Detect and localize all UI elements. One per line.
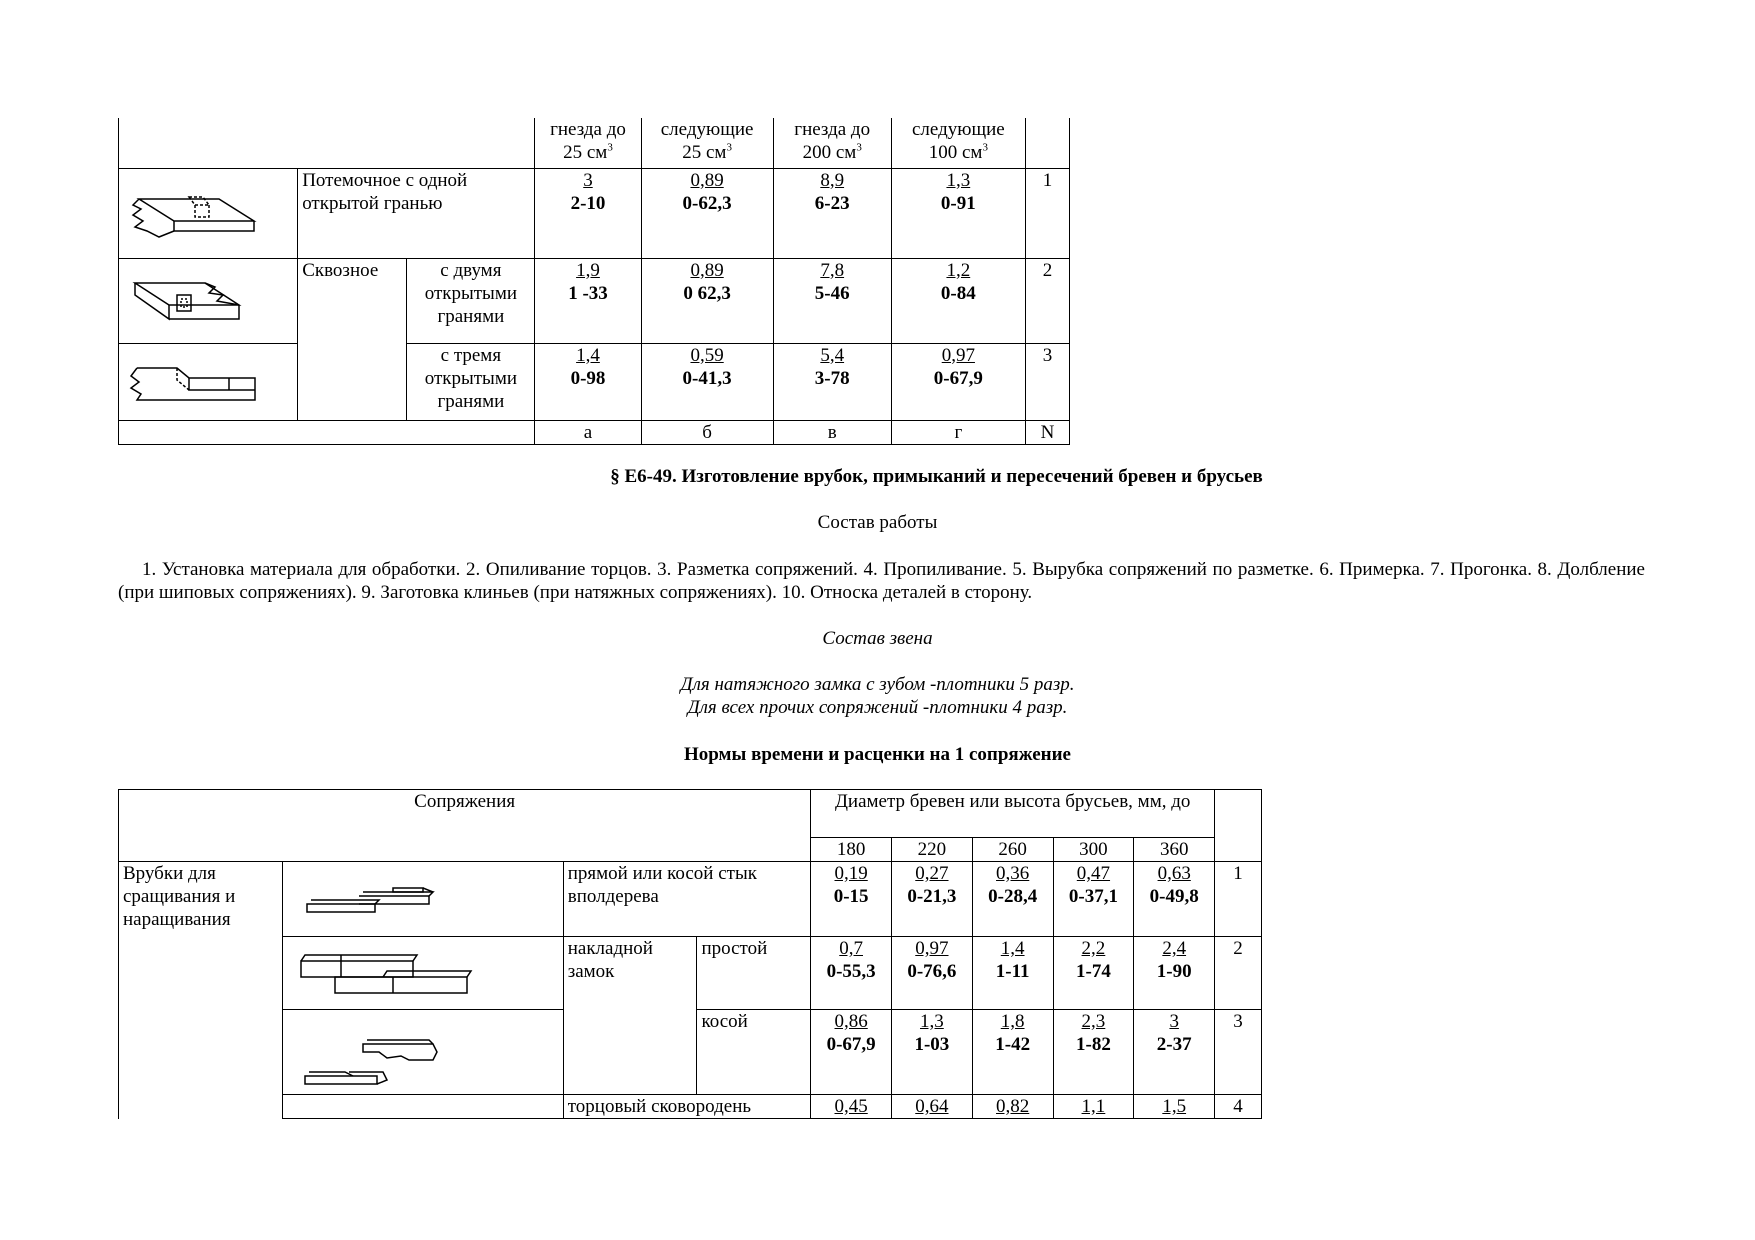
row-number: 1 [1215, 862, 1262, 937]
value-cell: 8,9 6-23 [773, 168, 891, 258]
value-cell: 1,2 0-84 [891, 258, 1025, 343]
table1-header: гнезда до 25 $см^3$ [535, 118, 641, 168]
header-joints: Сопряжения [119, 790, 811, 862]
value-cell: 7,8 5-46 [773, 258, 891, 343]
value-cell: 0,89 0-62,3 [641, 168, 773, 258]
diameter-value: 220 [892, 838, 973, 862]
row-subname: косой [697, 1010, 811, 1095]
value-cell: 0,64 [892, 1095, 973, 1119]
crew-heading: Состав звена [822, 628, 933, 649]
half-lap-splice-drawing [282, 862, 563, 937]
value-cell: 0,63 0-49,8 [1134, 862, 1215, 937]
group-label: Врубки для сращивания и наращивания [119, 862, 283, 1119]
value-cell: 1,4 1-11 [972, 937, 1053, 1010]
row-number: 3 [1215, 1010, 1262, 1095]
value-cell: 0,19 0-15 [811, 862, 892, 937]
table1-header: следующие 25 $см^3$ [641, 118, 773, 168]
row-number: 3 [1025, 343, 1069, 420]
header-n [1215, 790, 1262, 862]
value-cell: 1,3 1-03 [892, 1010, 973, 1095]
table1-corner [119, 118, 535, 168]
row-number: 2 [1025, 258, 1069, 343]
table1-header: гнезда до 200 $см^3$ [773, 118, 891, 168]
section-title: § Е6-49. Изготовление врубок, примыканий и пересечений бревен и брусьев [610, 466, 1263, 487]
row-number: 4 [1215, 1095, 1262, 1119]
value-cell: 0,82 [972, 1095, 1053, 1119]
value-cell: 0,89 0 62,3 [641, 258, 773, 343]
value-cell: 3 2-10 [535, 168, 641, 258]
value-cell: 0,36 0-28,4 [972, 862, 1053, 937]
table1-header: следующие 100 $см^3$ [891, 118, 1025, 168]
simple-lap-lock-drawing [282, 937, 563, 1010]
norms-heading: Нормы времени и расценки на 1 сопряжение [684, 744, 1071, 765]
crew-line-2: Для всех прочих сопряжений -плотники 4 разр. [687, 697, 1068, 718]
value-cell: 1,8 1-42 [972, 1010, 1053, 1095]
value-cell: 0,47 0-37,1 [1053, 862, 1134, 937]
row-subname: с тремя открытыми гранями [407, 343, 535, 420]
work-description: 1. Установка материала для обработки. 2. Опиливание торцов. 3. Разметка сопряжений. 4. Пропиливание. 5. Вырубка сопряжений по разметке. 6. Примерка. 7. Прогонка. 8. Долбление (при шиповых сопряжениях). 9. Заготовка клиньев (при натяжных сопряжениях). 10. Относка деталей в сторону. [118, 559, 1645, 603]
table1-header-n [1025, 118, 1069, 168]
row-label: накладной замок [563, 937, 697, 1095]
value-cell: 0,59 0-41,3 [641, 343, 773, 420]
row-name: Сквозное [298, 258, 407, 420]
value-cell: 0,86 0-67,9 [811, 1010, 892, 1095]
column-letter: г [891, 420, 1025, 444]
column-letter: а [535, 420, 641, 444]
row-number: 2 [1215, 937, 1262, 1010]
row-subname: простой [697, 937, 811, 1010]
value-cell: 1,4 0-98 [535, 343, 641, 420]
column-letter: б [641, 420, 773, 444]
diameter-value: 260 [972, 838, 1053, 862]
mortise-three-faces-drawing [119, 343, 298, 420]
value-cell: 0,97 0-76,6 [892, 937, 973, 1010]
row-subname: с двумя открытыми гранями [407, 258, 535, 343]
value-cell: 1,5 [1134, 1095, 1215, 1119]
value-cell: 5,4 3-78 [773, 343, 891, 420]
blank-drawing-cell [282, 1095, 563, 1119]
mortise-two-faces-drawing [119, 258, 298, 343]
mortise-one-face-drawing [119, 168, 298, 258]
row-name: Потемочное с одной открытой гранью [298, 168, 535, 258]
crew-line-1: Для натяжного замка с зубом -плотники 5 разр. [680, 674, 1075, 695]
row-number: 1 [1025, 168, 1069, 258]
value-cell: 2,2 1-74 [1053, 937, 1134, 1010]
value-cell: 0,7 0-55,3 [811, 937, 892, 1010]
column-letter: в [773, 420, 891, 444]
value-cell: 0,45 [811, 1095, 892, 1119]
oblique-lap-lock-drawing [282, 1010, 563, 1095]
value-cell: 0,27 0-21,3 [892, 862, 973, 937]
value-cell: 3 2-37 [1134, 1010, 1215, 1095]
value-cell: 1,9 1 -33 [535, 258, 641, 343]
value-cell: 0,97 0-67,9 [891, 343, 1025, 420]
value-cell: 2,4 1-90 [1134, 937, 1215, 1010]
footer-blank [119, 420, 535, 444]
column-letter: N [1025, 420, 1069, 444]
value-cell: 1,1 [1053, 1095, 1134, 1119]
value-cell: 2,3 1-82 [1053, 1010, 1134, 1095]
table-mortises [118, 118, 1070, 445]
table-joints [118, 789, 1262, 1119]
value-cell: 1,3 0-91 [891, 168, 1025, 258]
row-label: торцовый сковородень [563, 1095, 811, 1119]
diameter-value: 300 [1053, 838, 1134, 862]
diameter-value: 180 [811, 838, 892, 862]
header-diameter: Диаметр бревен или высота брусьев, мм, до [811, 790, 1215, 838]
work-heading: Состав работы [817, 512, 938, 533]
diameter-value: 360 [1134, 838, 1215, 862]
row-label: прямой или косой стык вполдерева [563, 862, 811, 937]
